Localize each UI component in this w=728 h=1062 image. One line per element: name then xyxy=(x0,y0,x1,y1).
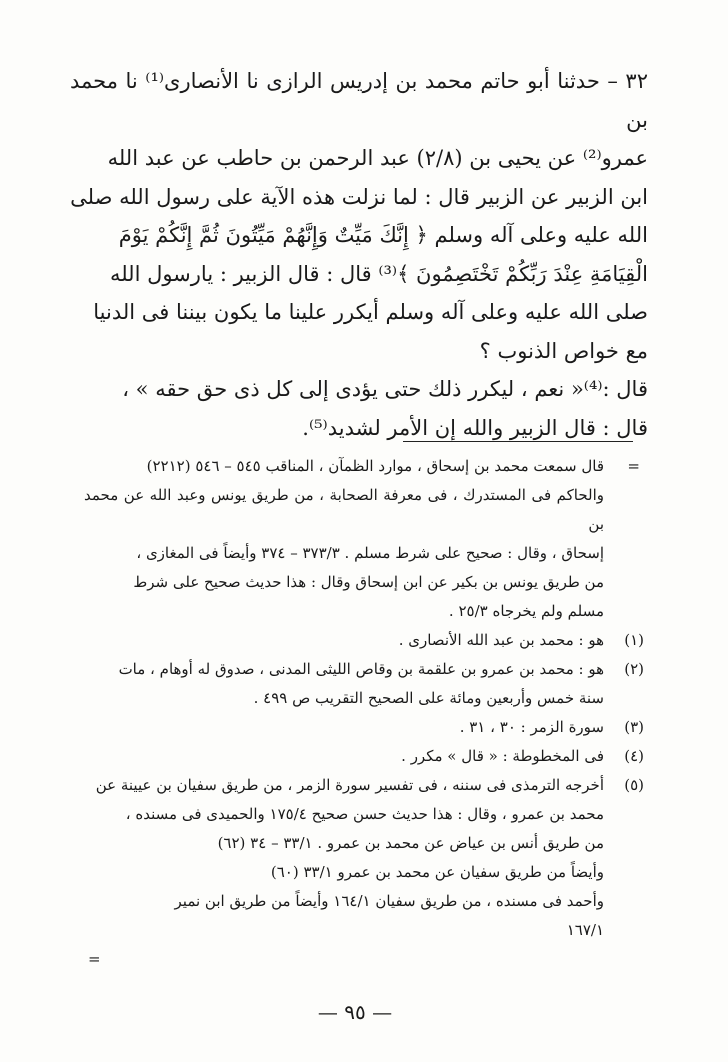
hadith-text xyxy=(70,62,648,447)
hadith-paragraph xyxy=(70,62,648,447)
footnote-1 xyxy=(84,626,644,655)
takhrij-note xyxy=(84,452,644,626)
footnote-line: فى المخطوطة : « قال » مكرر . xyxy=(401,747,604,765)
footnote-line: سورة الزمر : ٣٠ ، ٣١ . xyxy=(459,718,604,736)
footnote-line: قال سمعت محمد بن إسحاق ، موارد الظمآن ، المناقب ٥٤٥ – ٥٤٦ (٢٢١٢) xyxy=(146,457,604,475)
continuation-mark: = xyxy=(627,457,640,475)
footnote-line: إسحاق ، وقال : صحيح على شرط مسلم . ٣٧٣/٣ – ٣٧٤ وأيضاً فى المغازى ، xyxy=(136,544,604,562)
hadith-line: قال :⁽⁴⁾« نعم ، ليكرر ذلك حتى يؤدى إلى كل ذى حق حقه » ، xyxy=(122,377,648,401)
footnote-line: هو : محمد بن عمرو بن علقمة بن وقاص الليثى المدنى ، صدوق له أوهام ، مات xyxy=(118,660,604,678)
footnote-2 xyxy=(84,655,644,713)
footnote-line: والحاكم فى المستدرك ، فى معرفة الصحابة ، من طريق يونس وعبد الله عن محمد بن xyxy=(84,486,604,533)
footnotes xyxy=(84,452,644,945)
footnote-3 xyxy=(84,713,644,742)
footnote-number: (٢) xyxy=(624,660,644,678)
footnote-line: سنة خمس وأربعين ومائة على الصحيح التقريب ص ٤٩٩ . xyxy=(253,689,604,707)
footnote-line: هو : محمد بن عبد الله الأنصارى . xyxy=(398,631,604,649)
footnote-line: وأيضاً من طريق سفيان عن محمد بن عمرو ٣٣/١ (٦٠) xyxy=(270,863,604,881)
hadith-line: قال : قال الزبير والله إن الأمر لشديد⁽⁵⁾. xyxy=(302,415,648,440)
footnote-line: ١٦٧/١ xyxy=(566,921,604,939)
hadith-line: ابن الزبير عن الزبير قال : لما نزلت هذه الآية على رسول الله صلى xyxy=(70,184,648,209)
hadith-line: الله عليه وعلى آله وسلم ﴿ إِنَّكَ مَيِّتٌ وَإِنَّهُمْ مَيِّتُونَ ثُمَّ إِنَّكُمْ يَوْمَ xyxy=(118,223,648,247)
footnote-line: من طريق يونس بن بكير عن ابن إسحاق وقال : هذا حديث صحيح على شرط xyxy=(133,573,604,591)
footnote-separator xyxy=(403,441,633,442)
footnote-line: وأحمد فى مسنده ، من طريق سفيان ١٦٤/١ وأيضاً من طريق ابن نمير xyxy=(174,892,604,910)
footnote-line: أخرجه الترمذى فى سننه ، فى تفسير سورة الزمر ، من طريق سفيان بن عيينة عن xyxy=(95,776,604,794)
footnote-number: (٥) xyxy=(624,776,644,794)
footnote-line: مسلم ولم يخرجاه ٢٥/٣ . xyxy=(448,602,604,620)
footnote-5 xyxy=(84,771,644,945)
footnote-number: (١) xyxy=(624,631,644,649)
hadith-line: مع خواص الذنوب ؟ xyxy=(479,338,648,363)
hadith-line: ٣٢ – حدثنا أبو حاتم محمد بن إدريس الرازى نا الأنصارى⁽¹⁾ نا محمد بن xyxy=(70,69,648,132)
footnote-number: (٤) xyxy=(624,747,644,765)
footnote-line: محمد بن عمرو ، وقال : هذا حديث حسن صحيح ١٧٥/٤ والحميدى فى مسنده ، xyxy=(125,805,604,823)
hadith-line: صلى الله عليه وعلى آله وسلم أيكرر علينا ما يكون بيننا فى الدنيا xyxy=(93,300,648,324)
hadith-line: عمرو⁽²⁾ عن يحيى بن (٢/٨) عبد الرحمن بن حاطب عن عبد الله xyxy=(107,146,648,170)
hadith-line: الْقِيَامَةِ عِنْدَ رَبِّكُمْ تَخْتَصِمُونَ ﴾⁽³⁾ قال : قال الزبير : يارسول الله xyxy=(109,261,648,286)
footnote-4 xyxy=(84,742,644,771)
page-number: — ٩٥ — xyxy=(317,1000,393,1024)
footnote-line: من طريق أنس بن عياض عن محمد بن عمرو . ٣٣/١ – ٣٤ (٦٢) xyxy=(217,834,604,852)
footnote-number: (٣) xyxy=(624,718,644,736)
continuation-mark: = xyxy=(88,950,101,968)
